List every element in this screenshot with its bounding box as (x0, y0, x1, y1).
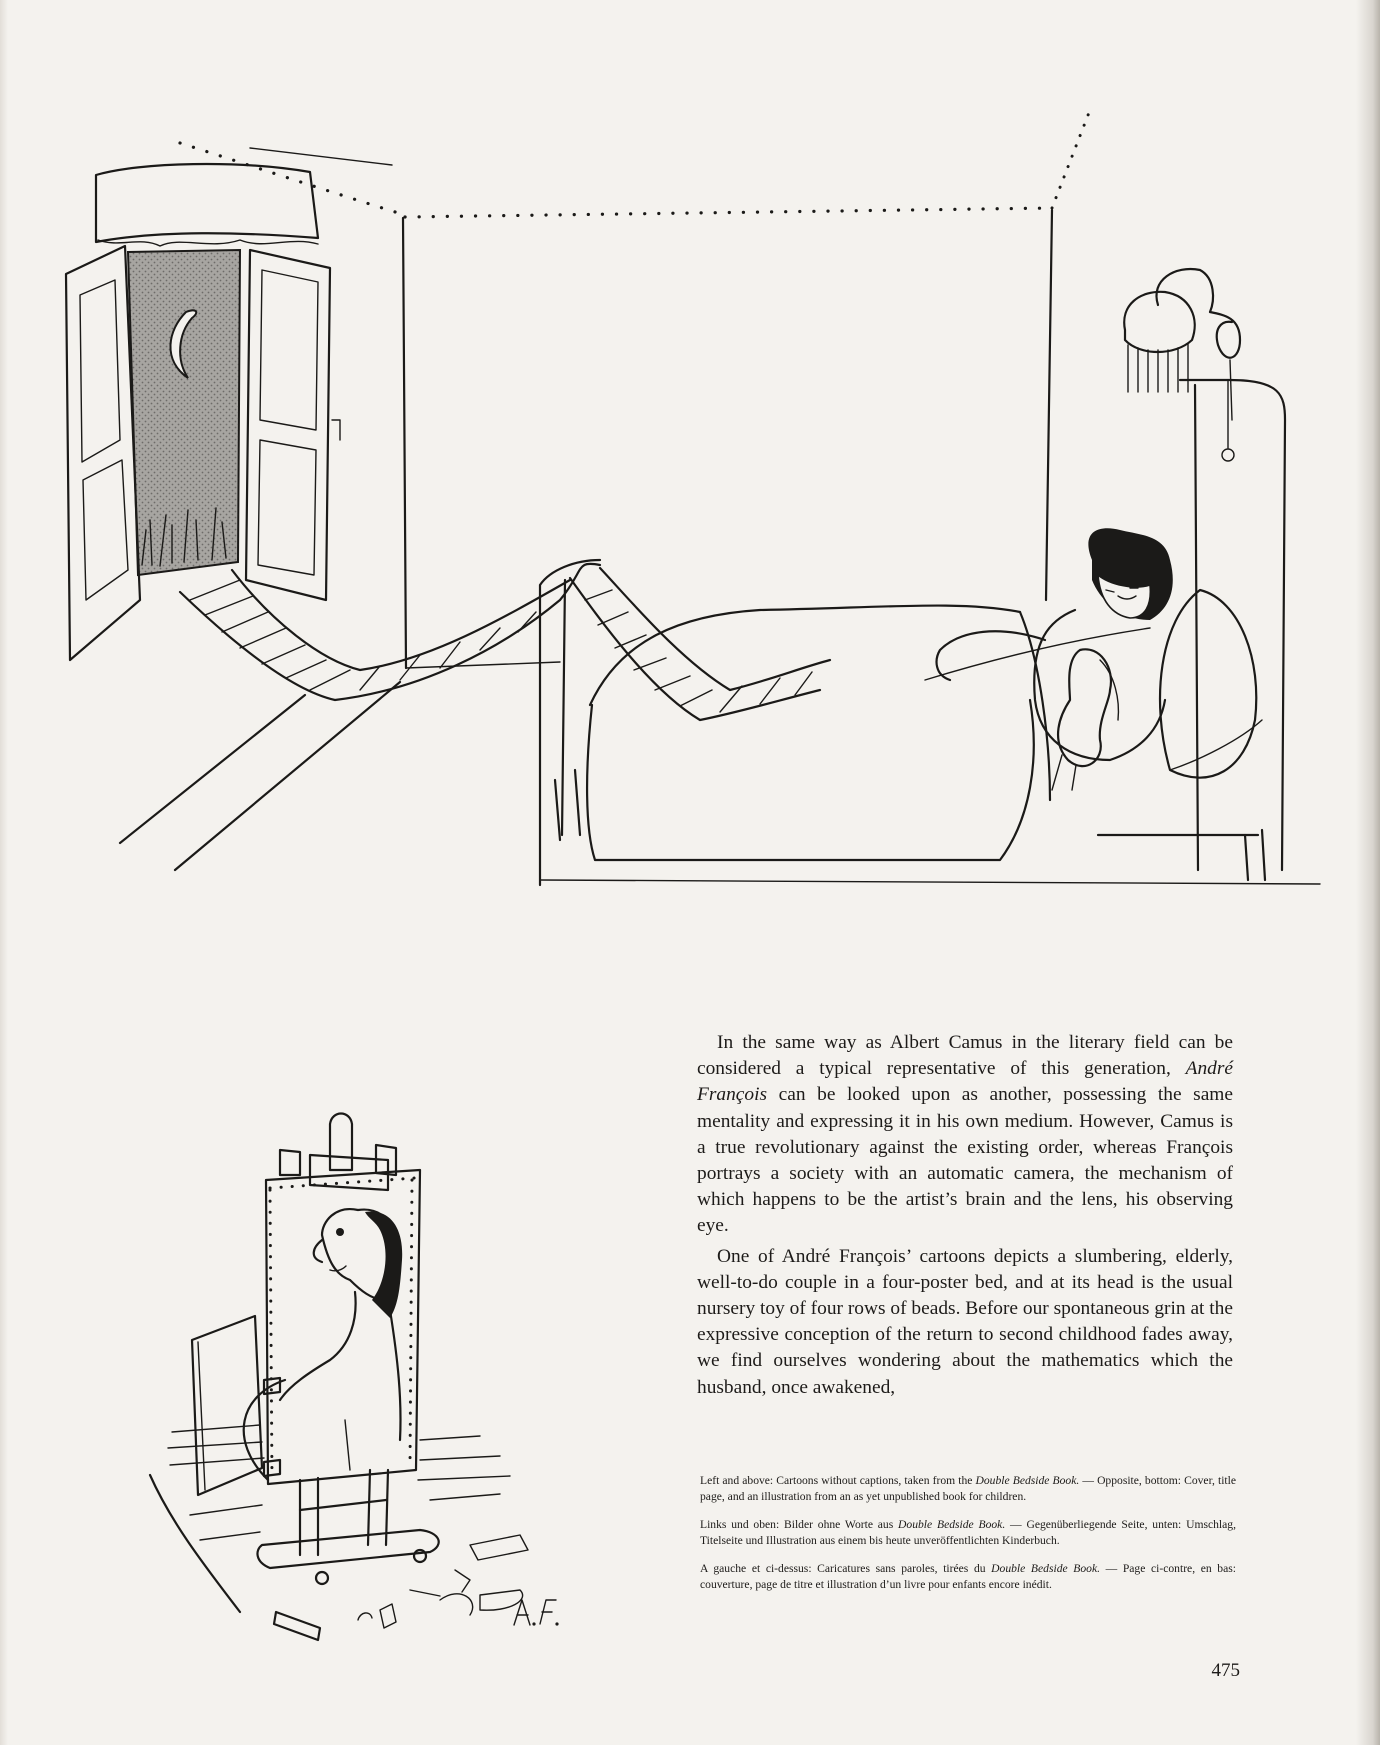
bed (540, 380, 1285, 885)
artist-signature (514, 1600, 559, 1626)
article-paragraph-1: In the same way as Albert Camus in the literary field can be considered a typical representative of this generation, André François can be looked upon as another, possessing the same mentality and expressing it in his own medium. However, Camus is a true revolutionary against the existing order, whereas François portrays a society with an automatic camera, the mechanism of which happens to be the artist’s brain and the lens, his observing eye. (697, 1032, 1233, 1237)
article-body (697, 1030, 1233, 1401)
caption-english: Left and above: Cartoons without captions, taken from the Double Bedside Book. — Opposite, bottom: Cover, title page, and an illustration from an as yet unpublished book for children. (700, 1474, 1236, 1503)
violinist-bedroom-cartoon (66, 110, 1320, 885)
window (66, 164, 340, 660)
easel-portrait-cartoon (150, 1114, 528, 1641)
page-number: 475 (1211, 1660, 1240, 1681)
article-paragraph-2: One of André François’ cartoons depicts a slumbering, elderly, well-to-do couple in a four-poster bed, and at its head is the usual nursery toy of four rows of beads. Before our spontaneous grin at the expressive conception of the return to second childhood fades away, we find ourselves wondering about the mathematics which the husband, once awakened, (697, 1245, 1233, 1398)
wall-lamp (1124, 269, 1240, 420)
caption-german: Links und oben: Bilder ohne Worte aus Double Bedside Book. — Gegenüberliegende Seite, unten: Umschlag, Titelseite und Illustration aus einem bis heute unveröffentlichten Kinderbuch. (700, 1518, 1236, 1547)
figure-captions (700, 1473, 1236, 1605)
caption-french: A gauche et ci-dessus: Caricatures sans paroles, tirées du Double Bedside Book. — Page ci-contre, en bas: couverture, page de titre et illustration d’un livre pour enfants encore inédit. (700, 1562, 1236, 1591)
